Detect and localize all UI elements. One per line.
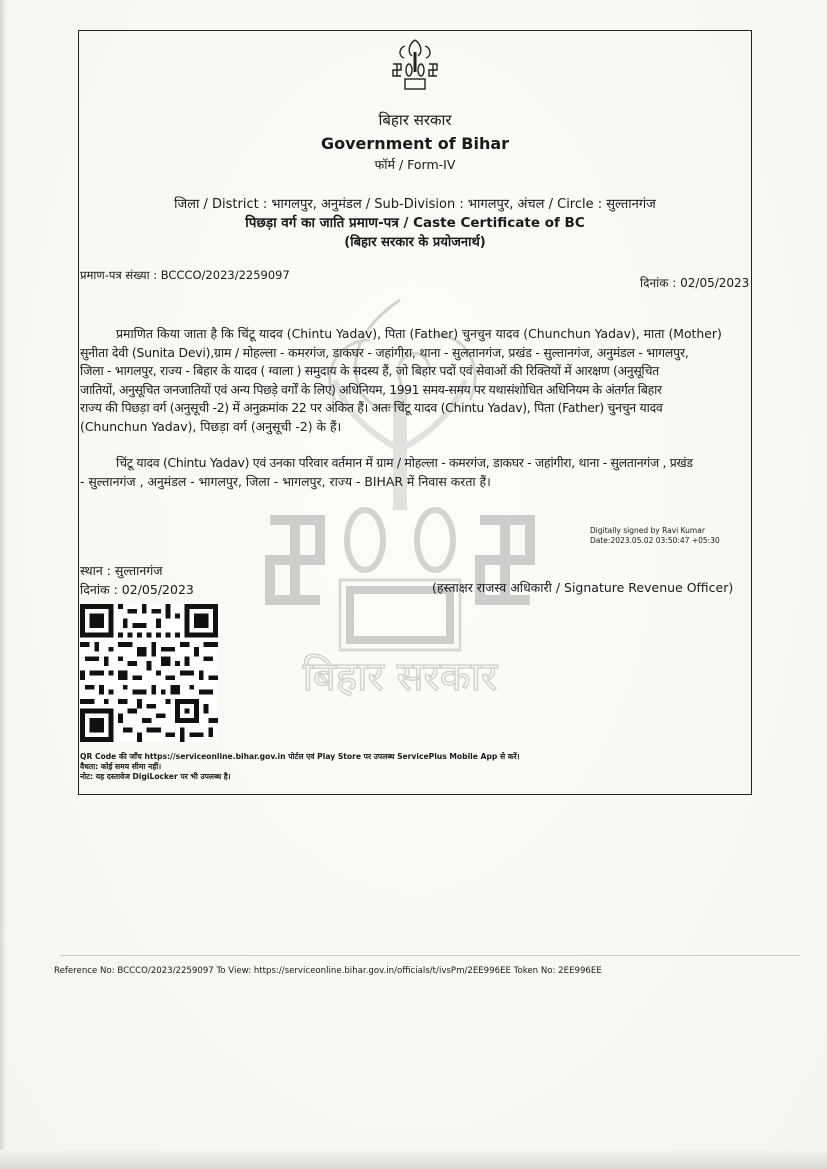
place: स्थान : सुल्तानगंज [80,563,163,578]
digital-signature-name: Digitally signed by Ravi Kumar [590,526,705,535]
certificate-body-para1 [80,325,752,437]
watermark-text: बिहार सरकार [302,654,498,700]
para1-line: सुनीता देवी (Sunita Devi),ग्राम / मोहल्ला - कमरगंज, डाकघर - जहांगीरा, थाना - सुलतानगंज, प्रखंड - सुल्तानगंज, अनुमंडल - भागलपुर, [80,344,689,360]
validity-note: वैधता: कोई समय सीमा नहीं। [80,762,162,771]
para2-line: - सुल्तानगंज , अनुमंडल - भागलपुर, जिला - भागलपुर, राज्य - BIHAR में निवास करता हैं। [80,473,491,489]
para1-line: राज्य की पिछड़ा वर्ग (अनुसूची -2) में अनुक्रमांक 22 पर अंकित हैं। अतः चिंटू यादव (Chintu Yadav), पिता (Father) चुनचुन यादव [80,400,663,416]
purpose-note: (बिहार सरकार के प्रयोजनार्थ) [344,235,486,250]
form-label: फॉर्म / Form-IV [374,157,456,172]
digital-signature-date: Date:2023.05.02 03:50:47 +05:30 [590,536,720,545]
certificate-number: प्रमाण-पत्र संख्या : BCCCO/2023/2259097 [80,268,290,282]
footer-divider [60,955,800,956]
govt-hindi-title: बिहार सरकार [378,111,452,129]
bihar-emblem [385,32,445,94]
para1-line: प्रमाणित किया जाता है कि चिंटू यादव (Chintu Yadav), पिता (Father) चुनचुन यादव (Chunchun Yadav), माता (Mother) [116,326,722,341]
para1-line: (Chunchun Yadav), पिछड़ा वर्ग (अनुसूची -2) के हैं। [80,418,342,434]
scan-edge [0,1150,827,1169]
para1-line: जिला - भागलपुर, राज्य - बिहार के यादव ( ग्वाला ) समुदाय के सदस्य हैं, जो बिहार पदों एवं सेवाओं की रिक्तियों में आरक्षण (अनुसूचित [80,363,659,379]
digilocker-note: नोट: यह दस्तावेज DigiLocker पर भी उपलब्ध है। [80,772,231,781]
footer-reference: Reference No: BCCCO/2023/2259097 To View: https://serviceonline.bihar.gov.in/officials/t/ivsPm/2EE996EE Token No: 2EE996EE [54,966,602,976]
qr-code [80,604,218,742]
govt-english-title: Government of Bihar [320,134,510,153]
location-line: जिला / District : भागलपुर, अनुमंडल / Sub-Division : भागलपुर, अंचल / Circle : सुल्तानगंज [174,197,656,212]
certificate-body-para2 [80,454,752,491]
signature-label: (हस्ताक्षर राजस्व अधिकारी / Signature Revenue Officer) [432,580,734,595]
signing-date: दिनांक : 02/05/2023 [80,582,194,597]
qr-verification-note: QR Code की जाँच https://serviceonline.bihar.gov.in पोर्टल एवं Play Store पर उपलब्ध ServicePlus Mobile App से करें। [80,752,520,761]
scan-edge [0,0,6,1169]
certificate-title: पिछड़ा वर्ग का जाति प्रमाण-पत्र / Caste Certificate of BC [245,215,585,231]
para2-line: चिंटू यादव (Chintu Yadav) एवं उनका परिवार वर्तमान में ग्राम / मोहल्ला - कमरगंज, डाकघर - जहांगीरा, थाना - सुलतानगंज , प्रखंड [116,455,693,470]
issue-date: दिनांक : 02/05/2023 [640,276,750,290]
para1-line: जातियों, अनुसूचित जनजातियों एवं अन्य पिछड़े वर्गों के लिए) अधिनियम, 1991 समय-समय पर यथासंशोधित अधिनियम के अंतर्गत बिहार [80,381,662,397]
